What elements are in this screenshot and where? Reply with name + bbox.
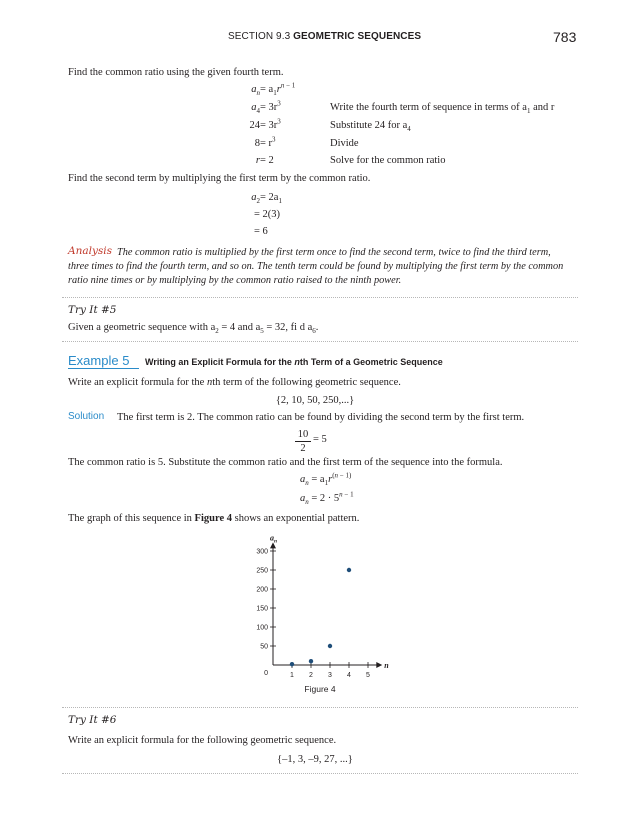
chart-axes — [264, 533, 389, 677]
step-3-rhs: = $3r^3$ — [260, 117, 281, 131]
example-label: Example 5 — [68, 353, 139, 369]
step-1-rhs: = $a_1r^{n - 1}$ — [260, 81, 296, 98]
try5-text: Given a geometric sequence with $a_2 = 4$ and $a_5 = 32$, fi d $a_6$. — [68, 322, 319, 336]
fraction-result: = 5 — [313, 434, 327, 445]
intro-text: Find the common ratio using the given fourth term. — [68, 67, 284, 78]
divider — [62, 773, 578, 774]
x-axis-arrow — [376, 662, 382, 668]
divider — [62, 341, 578, 342]
running-header — [228, 31, 421, 42]
section-number: SECTION 9.3 — [228, 31, 291, 42]
y-tick-label: 250 — [256, 567, 268, 575]
analysis-label: Analysis — [68, 245, 113, 257]
y-axis-label-subscript: n — [274, 538, 278, 545]
analysis-line-3: ratio nine times or by multiplying by the common ratio raised to the ninth power. — [68, 275, 402, 286]
step-2-rhs: = $3r^3$ — [260, 99, 281, 113]
step-5-note: Solve for the common ratio — [330, 155, 446, 166]
example-sequence: {2, 10, 50, 250,...} — [275, 395, 355, 406]
step-4-rhs: = $r^3$ — [260, 135, 276, 149]
try6-label: Try It #6 — [68, 714, 117, 726]
try6-text: Write an explicit formula for the following geometric sequence. — [68, 735, 337, 746]
page-number: 783 — [553, 29, 577, 45]
section-title: GEOMETRIC SEQUENCES — [293, 31, 422, 42]
y-tick-label: 300 — [256, 548, 268, 556]
solution-text: The first term is 2. The common ratio can be found by dividing the second term by the first term. — [117, 412, 525, 423]
x-tick-label: 1 — [290, 672, 294, 679]
step-2-lhs: $a_4$ — [251, 102, 260, 116]
solution-label: Solution — [68, 411, 105, 422]
y-tick-label: 150 — [256, 605, 268, 613]
step-5-rhs: = 2 — [260, 155, 274, 166]
formula-1: $a_n = a_1r^{(n - 1)}$ — [300, 471, 352, 488]
step-3-lhs: 24 — [249, 120, 260, 131]
divider — [62, 297, 578, 298]
data-point — [347, 568, 351, 572]
example-prompt: Write an explicit formula for the nth term of the following geometric sequence. — [68, 377, 401, 388]
x-tick-label: 3 — [328, 672, 332, 679]
step-3-note: Substitute 24 for $a_4$ — [330, 120, 411, 134]
second-lhs: $a_2$ — [251, 192, 260, 206]
analysis-line-1: The common ratio is multiplied by the first term once to find the second term, twice to find the third term, — [117, 247, 551, 258]
step-2-note: Write the fourth term of sequence in terms of $a_1$ and r — [330, 102, 555, 116]
y-axis-label: $a_n$ — [270, 533, 278, 545]
divider — [62, 707, 578, 708]
data-point — [309, 659, 313, 663]
second-line3: = 6 — [254, 226, 268, 237]
analysis-line-2: three times to find the fourth term, and so on. The tenth term could be found by multiplying the first term by the common — [68, 261, 564, 272]
second-line2: = 2(3) — [254, 209, 281, 220]
data-points — [290, 568, 351, 667]
example-title: Writing an Explicit Formula for the nth Term of a Geometric Sequence — [145, 357, 443, 367]
x-tick-label: 4 — [347, 672, 351, 679]
second-rhs: = $2a_1$ — [260, 192, 282, 206]
intro2-text: Find the second term by multiplying the first term by the common ratio. — [68, 173, 371, 184]
figure-caption: Figure 4 — [304, 684, 336, 694]
data-point — [290, 662, 294, 666]
figure-4-chart — [250, 532, 390, 682]
data-point — [328, 644, 332, 648]
try6-sequence: {–1, 3, –9, 27, ...} — [277, 754, 353, 765]
fraction-numerator: 10 — [295, 428, 311, 442]
formula-2: $a_n = 2 \cdot 5^{n - 1}$ — [300, 490, 354, 507]
graph-text: The graph of this sequence in Figure 4 shows an exponential pattern. — [68, 513, 360, 524]
ratio-text: The common ratio is 5. Substitute the common ratio and the first term of the sequence into the formula. — [68, 457, 503, 468]
y-tick-label: 200 — [256, 586, 268, 594]
y-tick-label: 50 — [260, 643, 268, 651]
step-4-lhs: 8 — [254, 138, 260, 149]
x-axis-label: n — [384, 661, 389, 670]
ratio-fraction — [295, 428, 311, 455]
step-1-lhs: $a_n$ — [251, 84, 260, 98]
step-4-note: Divide — [330, 138, 359, 149]
origin-label: 0 — [264, 670, 268, 677]
try5-label: Try It #5 — [68, 304, 117, 316]
y-tick-label: 100 — [256, 624, 268, 632]
fraction-denominator: 2 — [300, 443, 306, 454]
x-tick-label: 2 — [309, 672, 313, 679]
step-5-lhs: r — [255, 155, 260, 166]
x-tick-label: 5 — [366, 672, 370, 679]
